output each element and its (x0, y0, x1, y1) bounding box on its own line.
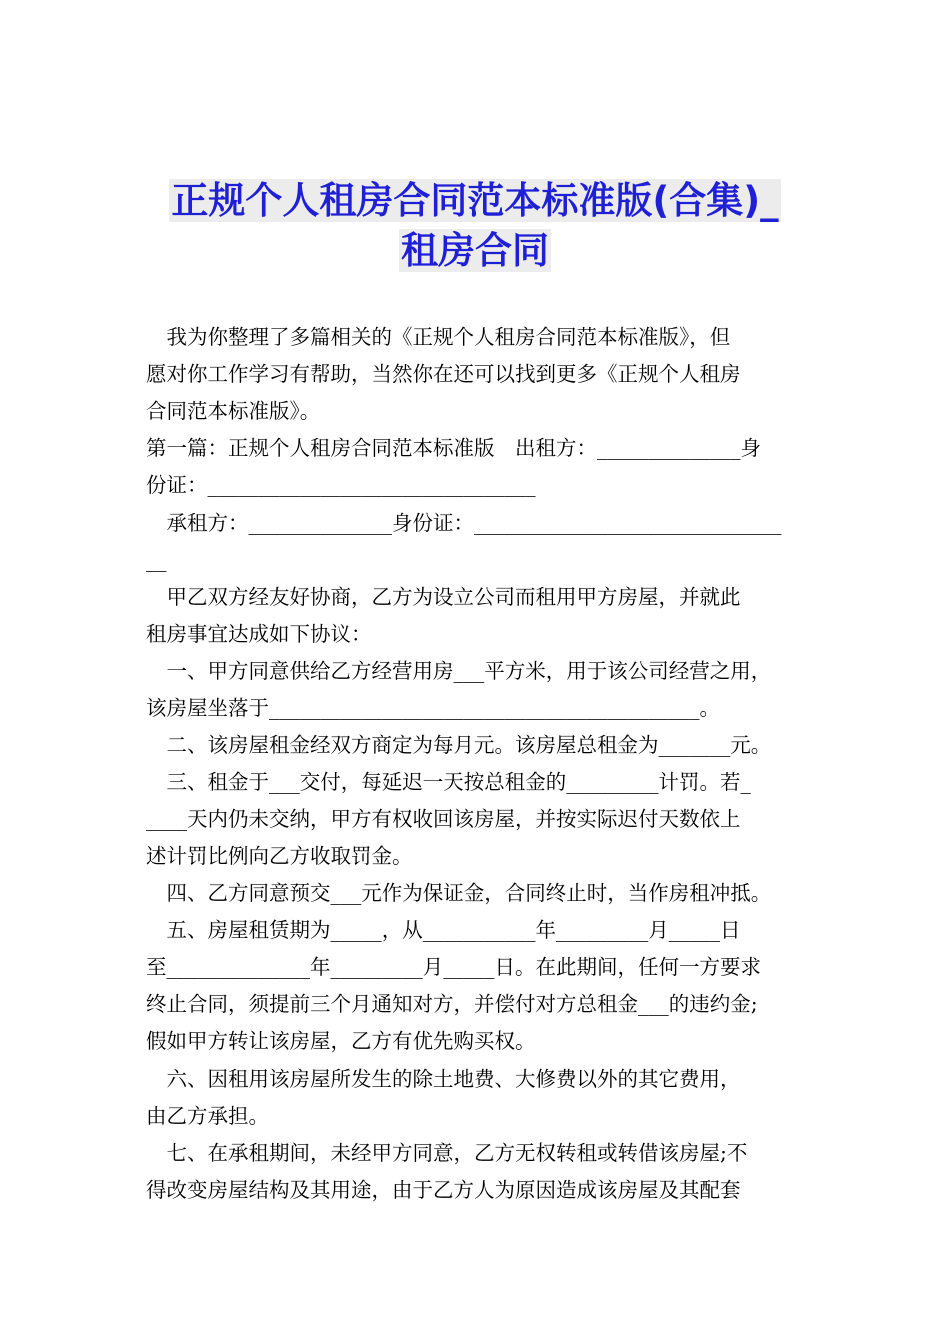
clause-7-line: 得改变房屋结构及其用途，由于乙方人为原因造成该房屋及其配套 (146, 1178, 741, 1202)
intro-paragraph-line: 愿对你工作学习有帮助，当然你在还可以找到更多《正规个人租房 (146, 362, 741, 386)
clause-7-line: 七、在承租期间，未经甲方同意，乙方无权转租或转借该房屋;不 (146, 1141, 748, 1165)
document-title-line-2: 租房合同 (401, 229, 549, 272)
clause-5-line: 假如甲方转让该房屋，乙方有优先购买权。 (146, 1029, 536, 1053)
lessee-line: 承租方：______________身份证：______________________________ (146, 511, 782, 535)
intro-paragraph-line: 合同范本标准版》。 (146, 399, 321, 423)
intro-paragraph-line: 我为你整理了多篇相关的《正规个人租房合同范本标准版》，但 (146, 325, 731, 349)
lessor-line: 第一篇：正规个人租房合同范本标准版 出租方：______________身 (146, 436, 761, 460)
clause-3-line: ____天内仍未交纳，甲方有权收回该房屋，并按实际迟付天数依上 (146, 807, 741, 831)
agreement-intro-line: 租房事宜达成如下协议： (146, 622, 372, 646)
clause-3-line: 三、租金于___交付，每延迟一天按总租金的_________计罚。若_ (146, 770, 751, 794)
agreement-intro-line: 甲乙双方经友好协商，乙方为设立公司而租用甲方房屋，并就此 (146, 585, 741, 609)
lessor-id-line: 份证：________________________________ (146, 473, 536, 497)
clause-2-line: 二、该房屋租金经双方商定为每月元。该房屋总租金为_______元。 (146, 733, 772, 757)
lessee-line: __ (146, 548, 167, 572)
clause-5-line: 至______________年_________月_____日。在此期间，任何一方要求 (146, 955, 761, 979)
document-title-line-1: 正规个人租房合同范本标准版(合集)_ (171, 179, 779, 222)
clause-1-line: 该房屋坐落于__________________________________________。 (146, 696, 720, 720)
clause-4-line: 四、乙方同意预交___元作为保证金，合同终止时，当作房租冲抵。 (146, 881, 772, 905)
clause-6-line: 六、因租用该房屋所发生的除土地费、大修费以外的其它费用， (146, 1067, 741, 1091)
clause-1-line: 一、甲方同意供给乙方经营用房___平方米，用于该公司经营之用， (146, 659, 772, 683)
clause-3-line: 述计罚比例向乙方收取罚金。 (146, 844, 413, 868)
clause-6-line: 由乙方承担。 (146, 1104, 269, 1128)
clause-5-line: 五、房屋租赁期为_____，从___________年_________月_____日 (146, 918, 741, 942)
clause-5-line: 终止合同，须提前三个月通知对方，并偿付对方总租金___的违约金; (146, 992, 758, 1016)
